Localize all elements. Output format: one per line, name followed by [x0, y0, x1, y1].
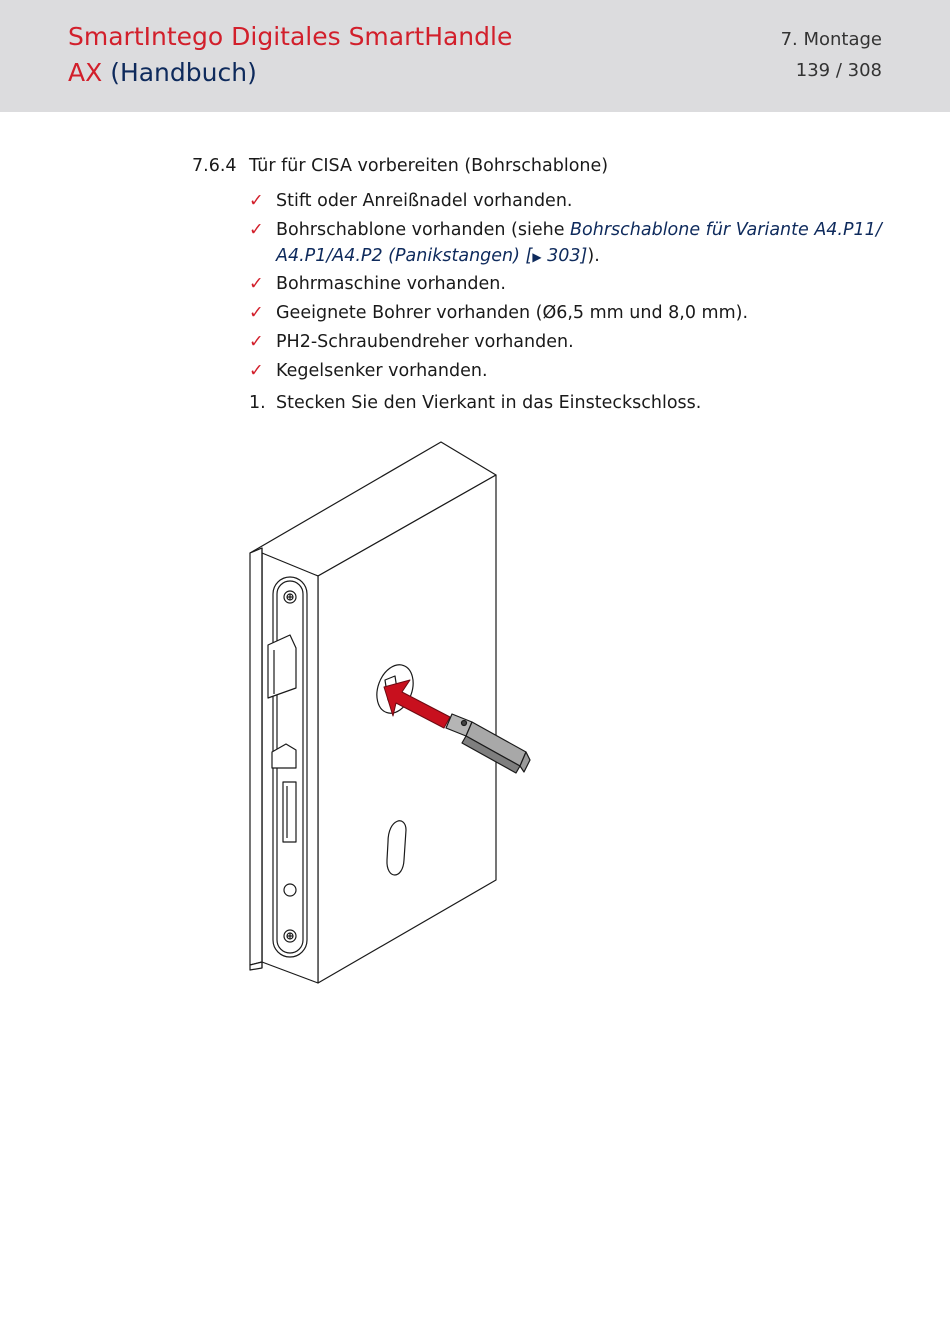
chapter-label: 7. Montage: [780, 29, 882, 50]
step-number: 1.: [249, 393, 266, 413]
document-type: (Handbuch): [110, 58, 257, 87]
section-heading: [192, 156, 608, 176]
cross-reference-link[interactable]: A4.P1/A4.P2 (Panikstangen) [▶ 303]: [276, 246, 588, 266]
door-lock-illustration: [240, 432, 550, 992]
screw-icon: [284, 591, 296, 603]
requirement-text: PH2-Schraubendreher vorhanden.: [276, 332, 574, 352]
step-text: Stecken Sie den Vierkant in das Einsteckschloss.: [276, 393, 702, 413]
document-subtitle: [68, 58, 257, 87]
requirement-text: Bohrmaschine vorhanden.: [276, 274, 506, 294]
screw-icon: [284, 930, 296, 942]
page-arrow-icon: ▶: [532, 250, 542, 264]
requirement-text: Kegelsenker vorhanden.: [276, 361, 488, 381]
frame-strip: [250, 548, 262, 965]
faceplate-hole: [284, 884, 296, 896]
section-number: 7.6.4: [192, 156, 237, 176]
page-number: 139 / 308: [795, 60, 882, 81]
document-title: SmartIntego Digitales SmartHandle: [68, 22, 513, 51]
requirement-text: Bohrschablone vorhanden (siehe Bohrschablone für Variante A4.P11/: [276, 220, 882, 240]
requirement-text: A4.P1/A4.P2 (Panikstangen) [▶ 303]).: [276, 246, 600, 266]
requirement-text: Stift oder Anreißnadel vorhanden.: [276, 191, 573, 211]
check-icon: ✓: [249, 220, 264, 240]
latch-bolt: [268, 635, 296, 698]
check-icon: ✓: [249, 361, 264, 381]
cylinder-cutout: [387, 821, 406, 875]
page-header: [0, 0, 950, 112]
section-title: Tür für CISA vorbereiten (Bohrschablone): [249, 156, 609, 176]
requirement-text: Geeignete Bohrer vorhanden (Ø6,5 mm und 8,0 mm).: [276, 303, 749, 323]
check-icon: ✓: [249, 303, 264, 323]
model-name: AX: [68, 58, 103, 87]
bolt-slot: [283, 782, 296, 842]
check-icon: ✓: [249, 274, 264, 294]
check-icon: ✓: [249, 191, 264, 211]
check-icon: ✓: [249, 332, 264, 352]
cross-reference-link[interactable]: Bohrschablone für Variante A4.P11/: [570, 220, 882, 240]
